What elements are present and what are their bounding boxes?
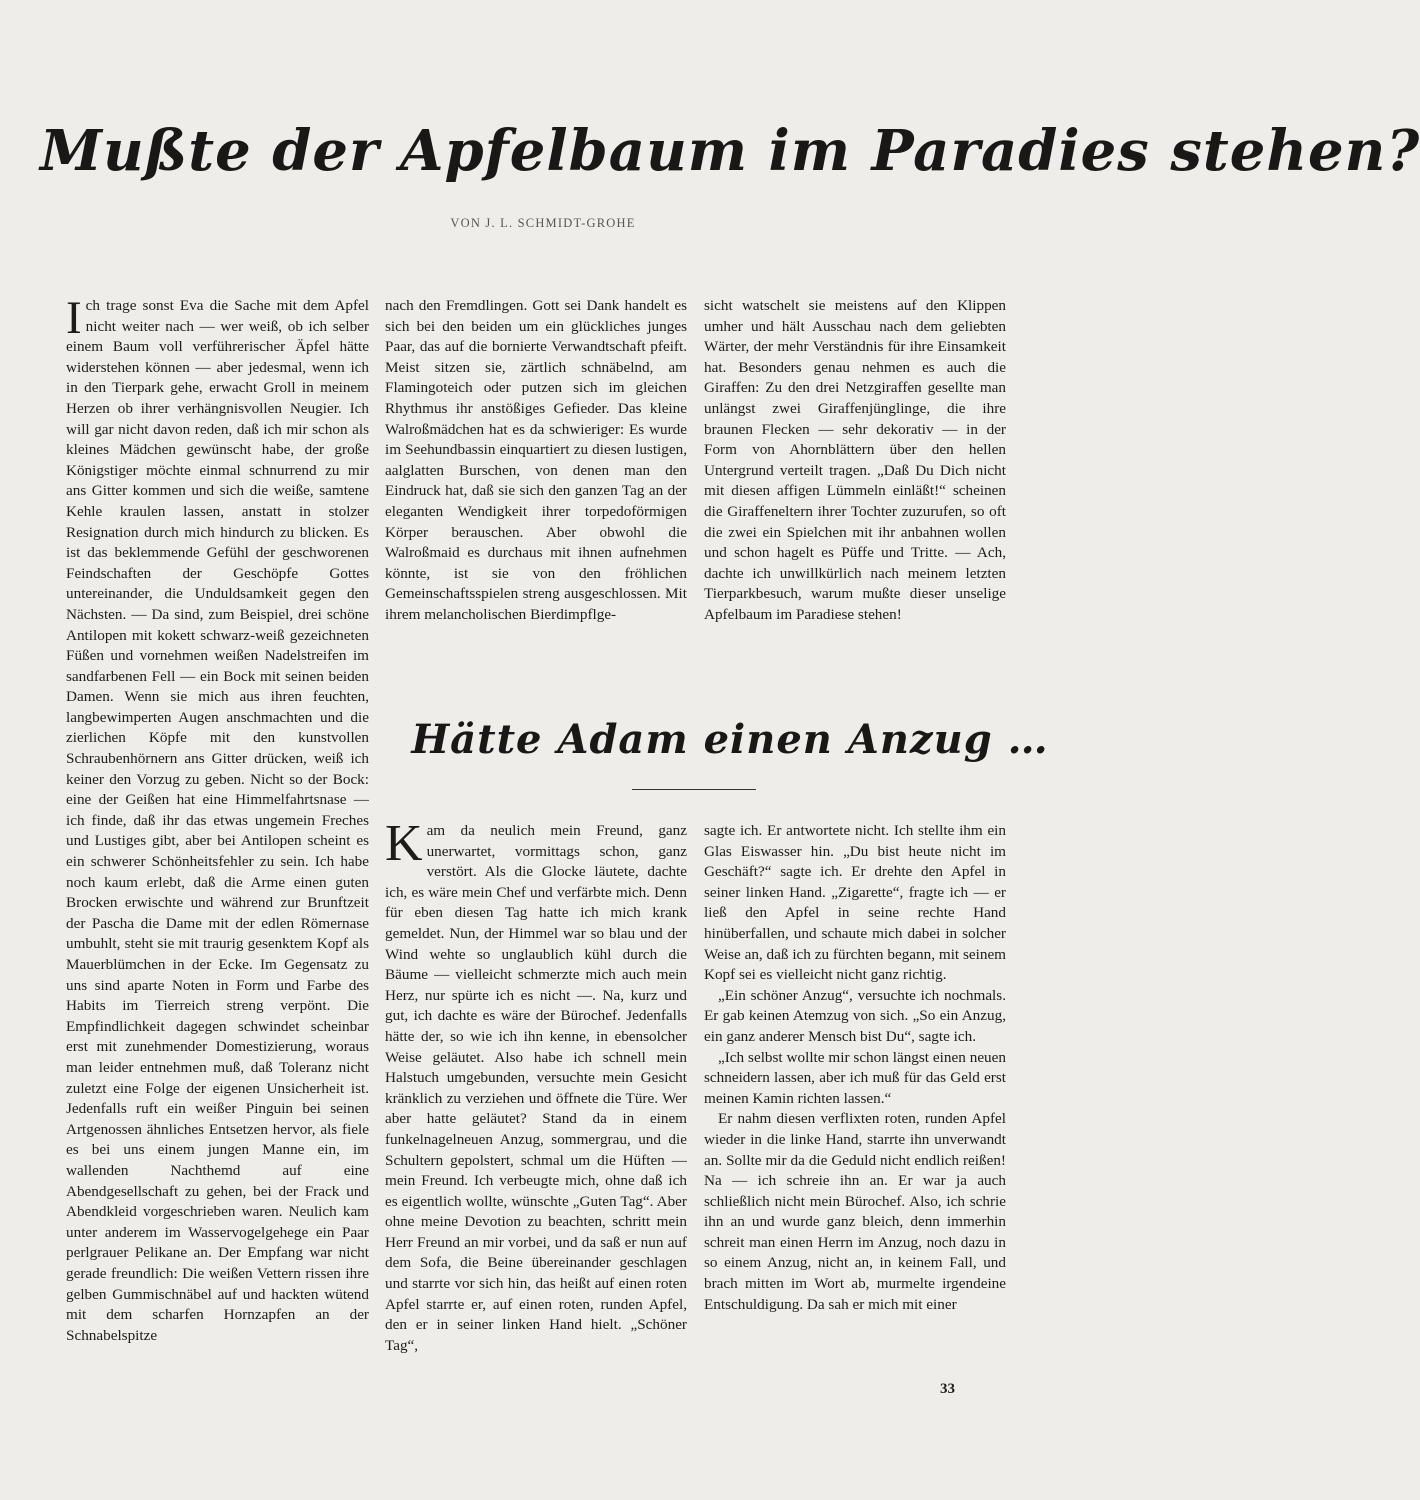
paragraph: „Ich selbst wollte mir schon längst einen neuen schneidern lassen, aber ich muß für das Geld erst meinen Kamin richten lassen.“ — [704, 1048, 1006, 1107]
byline: VON J. L. SCHMIDT-GROHE — [450, 216, 636, 230]
divider — [632, 789, 756, 790]
story-column-2 — [704, 821, 1006, 1315]
drop-cap: K — [385, 815, 423, 872]
story-title: Hätte Adam einen Anzug … — [411, 716, 1049, 763]
paragraph-text: am da neulich mein Freund, ganz unerwartet, vormittags schon, ganz verstört. Als die Glocke läutete, dachte ich, es wäre mein Chef und verfärbte mich. Denn für eben diesen Tag hatte ich mich krank gemeldet. Nun, der Himmel war so blau und der Wind wehte so unglaublich kühl durch die Bäume — vielleicht schmerzte mich auch mein Herz, nur spürte ich es nicht —. Na, kurz und gut, ich dachte es wäre der Bürochef. Jedenfalls hätte der, so wie ich ihn kenne, in ebensolcher Weise geläutet. Also habe ich schnell mein Halstuch umgebunden, versuchte mein Gesicht kränklich zu verziehen und öffnete die Türe. Wer aber hatte geläutet? Stand da in einem funkelnagelneuen Anzug, sommergrau, und die Schultern gepolstert, schmal um die Hüften — mein Freund. Ich verbeugte mich, ohne daß ich es eigentlich wollte, wünschte „Guten Tag“. Aber ohne meine Devotion zu beachten, schritt mein Herr Freund an mir vorbei, und da saß er nun auf dem Sofa, die Beine übereinander geschlagen und starrte vor sich hin, das heißt auf einen roten Apfel starrte er, auf einen roten, runden Apfel, den er in seiner linken Hand hielt. „Schöner Tag“, — [385, 822, 687, 1354]
article-title: Mußte der Apfelbaum im Paradies stehen? — [40, 118, 1420, 184]
paragraph: sicht watschelt sie meistens auf den Klippen umher und hält Ausschau nach dem geliebten Wärter, der mehr Verständnis für ihre Einsamkeit hat. Besonders genau nehmen es auch die Giraffen: Zu den drei Netzgiraffen gesellte man unlängst zwei Giraffenjünglinge, die ihre braunen Flecken — sehr dekorativ — in der Form von Ahornblättern über den hellen Untergrund verteilt tragen. „Daß Du Dich nicht mit diesen affigen Lümmeln einläßt!“ scheinen die Giraffeneltern ihrer Tochter zuzurufen, so oft die zwei ein Spielchen mit ihr anbahnen wollen und schon hagelt es Püffe und Tritte. — Ach, dachte ich unwillkürlich nach meinem letzten Tierparkbesuch, warum mußte dieser unselige Apfelbaum im Paradiese stehen! — [704, 297, 1006, 623]
paragraph: „Ein schöner Anzug“, versuchte ich nochmals. Er gab keinen Atemzug von sich. „So ein Anzug, ein ganz anderer Mensch bist Du“, sagte ich. — [704, 986, 1006, 1045]
paragraph-text: ch trage sonst Eva die Sache mit dem Apfel nicht weiter nach — wer weiß, ob ich selber einem Baum voll verführerischer Äpfel hätte widerstehen können — aber jedesmal, wenn ich in den Tierpark gehe, erwacht Groll in meinem Herzen ob ihrer verhängnisvollen Neugier. Ich will gar nicht davon reden, daß ich mir schon als kleines Mädchen gewünscht habe, der große Königstiger möchte einmal schnurrend zu mir ans Gitter kommen und sich die weiße, samtene Kehle kraulen lassen, anstatt in stolzer Resignation durch mich hindurch zu blicken. Es ist das beklemmende Gefühl der geschworenen Feindschaften der Geschöpfe Gottes untereinander, die Unduldsamkeit gegen den Nächsten. — Da sind, zum Beispiel, drei schöne Antilopen mit kokett schwarz-weiß gezeichneten Füßen und vornehmen weißen Nadelstreifen im sandfarbenen Fell — ein Bock mit seinen beiden Damen. Wenn sie mich aus ihren feuchten, langbewimperten Augen anschmachten und die zierlichen Köpfe mit den kunstvollen Schraubenhörnern ans Gitter drücken, weiß ich keiner den Vorzug zu geben. Nicht so der Bock: eine der Geißen hat eine Himmelfahrtsnase — ich finde, daß ihr das etwas ungemein Freches und Lustiges gibt, aber bei Antilopen scheint es ein schwerer Schönheitsfehler zu sein. Ich habe noch kaum erlebt, daß die Arme einen guten Brocken erwischte und während zur Brunftzeit der Pascha die Dame mit der edlen Römernase umbuhlt, steht sie mit traurig gesenktem Kopf als Mauerblümchen in der Ecke. Im Gegensatz zu uns sind aparte Noten in Form und Farbe des Habits im Tierreich streng verpönt. Die Empfindlichkeit dagegen schwindet scheinbar erst mit zunehmender Domestizierung, woraus man leider entnehmen muß, daß Toleranz nicht zuletzt eine Folge der eigenen Unsicherheit ist. Jedenfalls ruft ein weißer Pinguin bei seinen Artgenossen ähnliches Entsetzen hervor, als fiele es bei uns einem jungen Manne ein, im wallenden Nachthemd auf eine Abendgesellschaft zu gehen, bei der Frack und Abendkleid vorgeschrieben waren. Neulich kam unter anderem im Wasservogelgehege ein Paar perlgrauer Pelikane an. Der Empfang war nicht gerade freundlich: Die weißen Vettern rissen ihre gelben Gummischnäbel auf und hackten wütend mit dem scharfen Hornzapfen an der Schnabelspitze — [66, 297, 369, 1344]
paragraph — [385, 815, 687, 1356]
paragraph: nach den Fremdlingen. Gott sei Dank handelt es sich bei den beiden um ein glückliches junges Paar, das auf die bornierte Verwandtschaft pfeift. Meist sitzen sie, zärtlich schnäbelnd, am Flamingoteich oder putzen sich im gleichen Rhythmus ihr anstößiges Gefieder. Das kleine Walroßmädchen hat es da schwieriger: Es wurde im Seehundbassin einquartiert zu diesen lustigen, aalglatten Burschen, von denen man den Eindruck hat, daß sie sich den ganzen Tag an der eleganten Wendigkeit ihrer torpedoförmigen Körper berauschen. Aber obwohl die Walroßmaid es durchaus mit ihnen aufnehmen könnte, ist sie von den fröhlichen Gemeinschaftsspielen streng ausgeschlossen. Mit ihrem melancholischen Bierdimpflge- — [385, 297, 687, 623]
paragraph: sagte ich. Er antwortete nicht. Ich stellte ihm ein Glas Eiswasser hin. „Du bist heute nicht im Geschäft?“ sagte ich. Er drehte den Apfel in seiner linken Hand. „Zigarette“, fragte ich — er ließ den Apfel in seine rechte Hand hinüberfallen, und schaute mich dabei in solcher Weise an, daß ich zu fürchten begann, mit seinem Kopf sei es vielleicht nicht ganz richtig. — [704, 822, 1006, 984]
story-column-1 — [385, 815, 687, 1356]
page-number: 33 — [940, 1381, 955, 1397]
paragraph — [66, 292, 369, 1346]
article-column-3 — [704, 296, 1006, 626]
drop-cap: I — [66, 292, 82, 344]
paragraph: Er nahm diesen verflixten roten, runden Apfel wieder in die linke Hand, starrte ihn unverwandt an. Sollte mir da die Geduld nicht endlich reißen! Na — ich schreie ihn an. Er war ja auch schließlich nicht mein Bürochef. Also, ich schrie ihn an und wurde ganz bleich, denn immerhin schreit man einen Herrn im Anzug, noch dazu in so einem Anzug, nicht an, in keinem Fall, und brach mitten im Wort ab, murmelte irgendeine Entschuldigung. Da sah er mich mit einer — [704, 1110, 1006, 1313]
article-column-2 — [385, 296, 687, 626]
article-column-1 — [66, 292, 369, 1346]
